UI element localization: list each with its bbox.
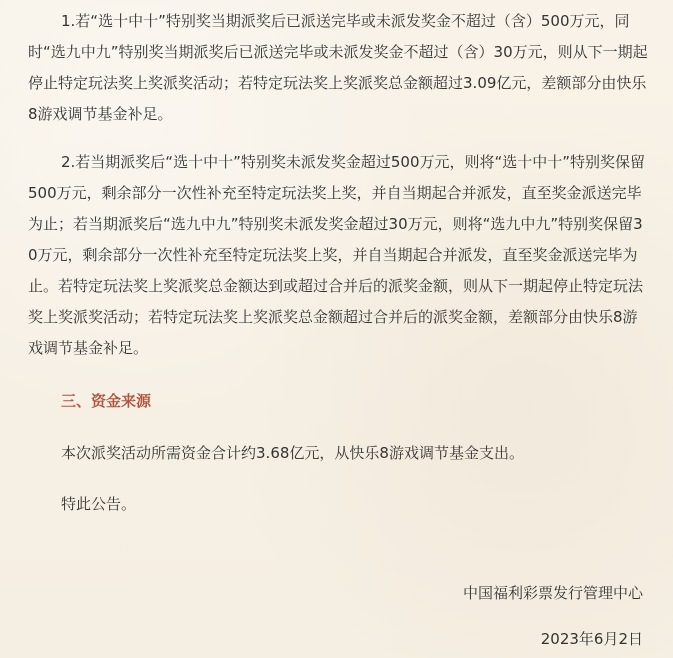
issuer-name: 中国福利彩票发行管理中心 <box>462 584 643 602</box>
closing-paragraph: 特此公告。 <box>61 495 137 513</box>
rule-paragraph-1: 1.若“选十中十”特别奖当期派奖后已派送完毕或未派发奖金不超过（含）500万元，同时“选九中九”特别奖当期派奖后已派送完毕或未派发奖金不超过（含）30万元，则从下一期起停止特定玩法奖上奖派奖活动；若特定玩法奖上奖派奖总金额超过3.09亿元，差额部分由快乐8游戏调节基金补足。 <box>28 12 648 123</box>
funding-paragraph: 本次派奖活动所需资金合计约3.68亿元，从快乐8游戏调节基金支出。 <box>61 444 524 462</box>
rule-paragraph-2: 2.若当期派奖后“选十中十”特别奖未派发奖金超过500万元，则将“选十中十”特别奖保留500万元，剩余部分一次性补充至特定玩法奖上奖，并自当期起合并派发，直至奖金派送完毕为止；若当期派奖后“选九中九”特别奖未派发奖金超过30万元，则将“选九中九”特别奖保留30万元，剩余部分一次性补充至特定玩法奖上奖，并自当期起合并派发，直至奖金派送完毕为止。若特定玩法奖上奖派奖总金额达到或超过合并后的派奖金额，则从下一期起停止特定玩法奖上奖派奖活动；若特定玩法奖上奖派奖总金额超过合并后的派奖金额，差额部分由快乐8游戏调节基金补足。 <box>28 153 646 357</box>
issue-date: 2023年6月2日 <box>540 630 643 648</box>
section-title-funding-source: 三、资金来源 <box>61 392 152 410</box>
